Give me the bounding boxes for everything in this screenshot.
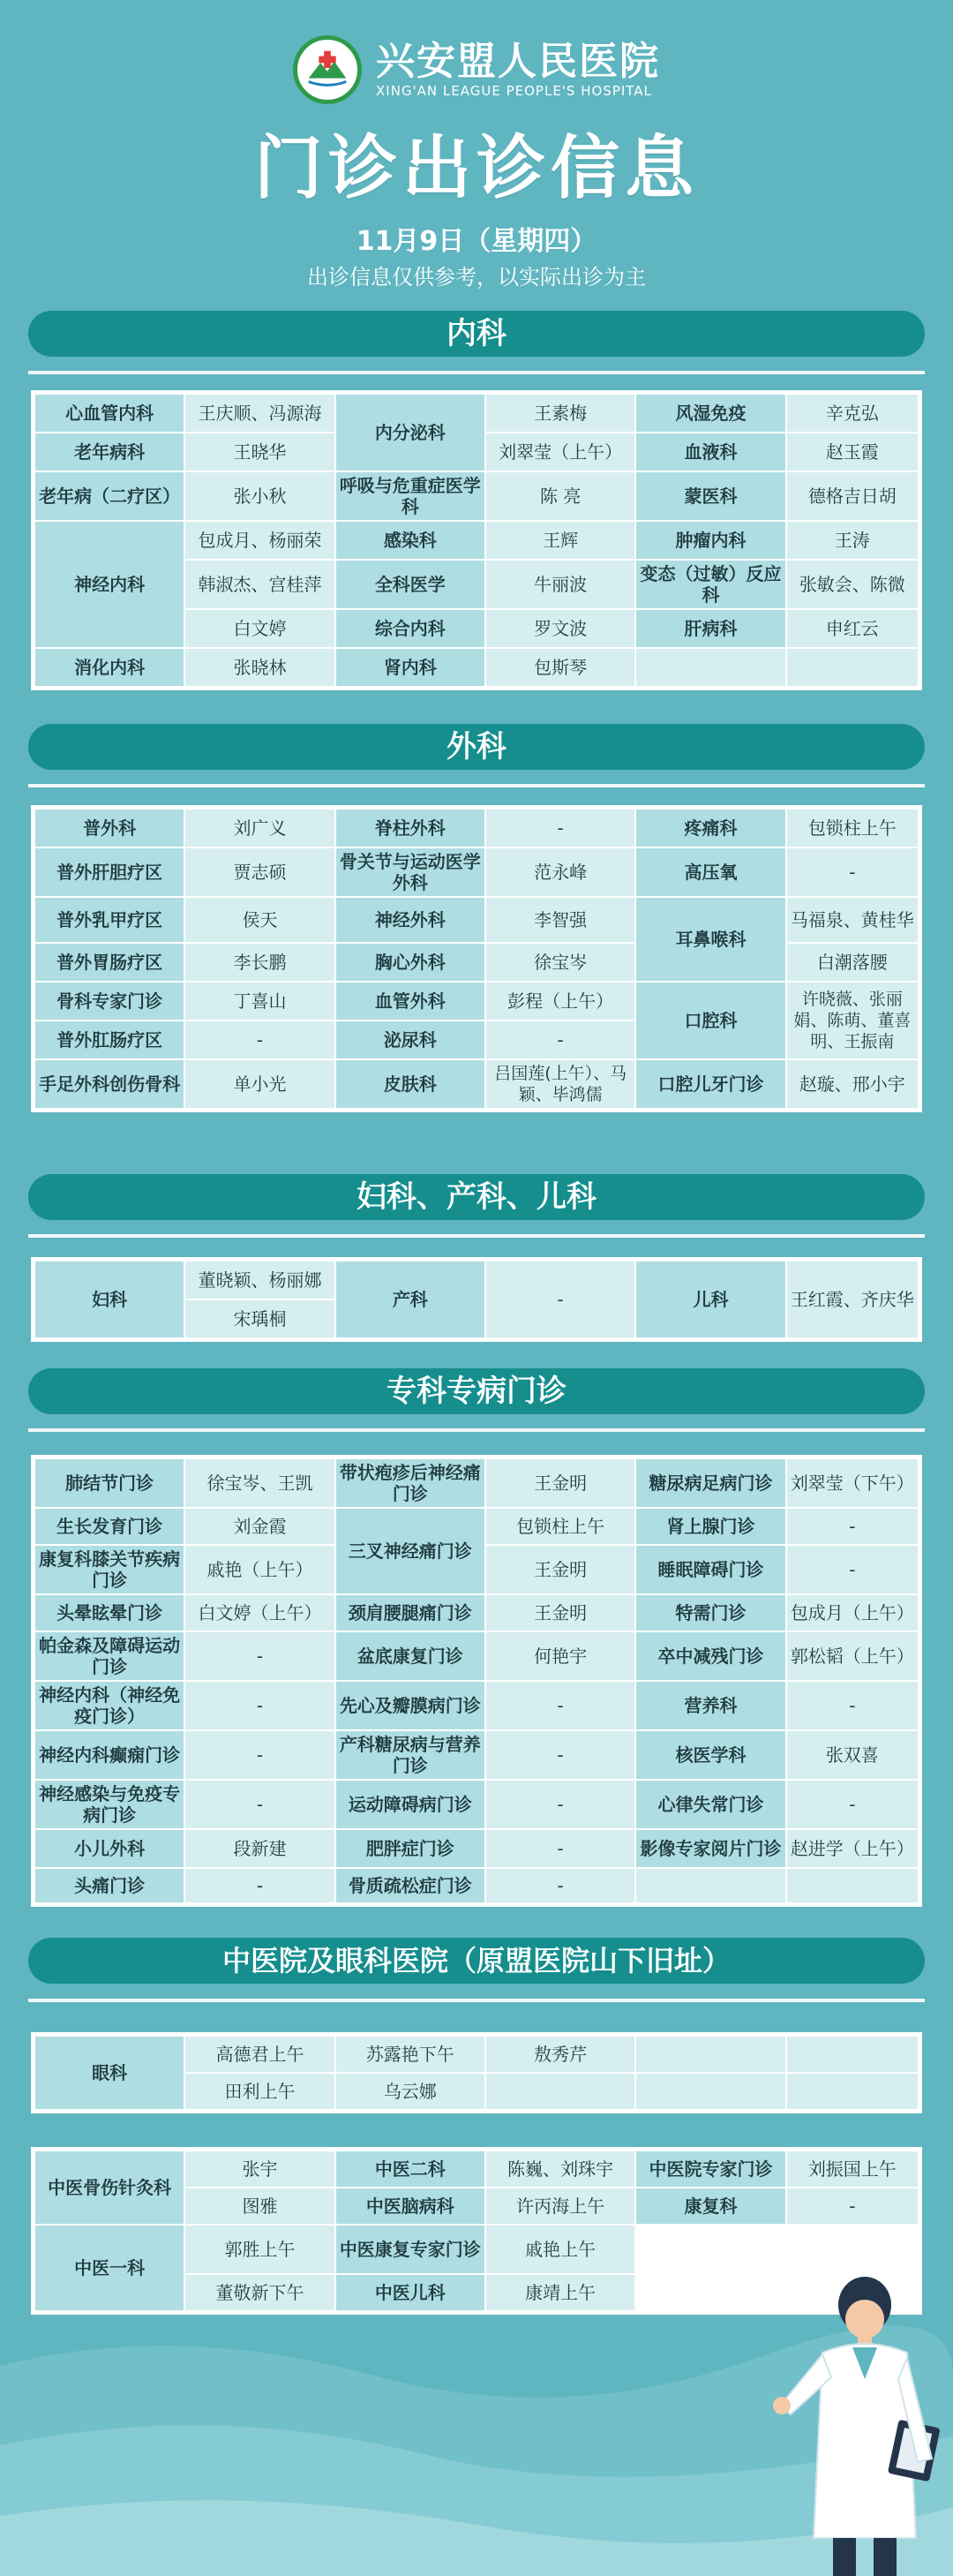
table-row: [34, 897, 919, 943]
department-cell: 糖尿病足病门诊: [635, 1458, 785, 1508]
department-cell: 妇科: [34, 1261, 184, 1338]
doctor-cell: 王红霞、齐庆华: [786, 1261, 919, 1338]
table-row: [34, 982, 919, 1021]
doctor-cell: 王辉: [485, 521, 635, 560]
table-eye: [31, 2032, 922, 2113]
doctor-cell: -: [786, 1508, 919, 1545]
department-cell: 内分泌科: [335, 394, 485, 471]
doctor-cell: 包锁柱上午: [786, 809, 919, 847]
department-cell: 疼痛科: [635, 809, 785, 847]
department-cell: 小儿外科: [34, 1829, 184, 1868]
department-cell: 中医一科: [34, 2225, 184, 2311]
doctor-cell: 白文婷: [184, 609, 334, 648]
department-cell: 产科糖尿病与营养门诊: [335, 1730, 485, 1780]
department-cell: 神经内科癫痫门诊: [34, 1730, 184, 1780]
page-title: 门诊出诊信息: [253, 129, 699, 208]
department-cell: 胸心外科: [335, 943, 485, 982]
doctor-cell: 赵进学（上午）: [786, 1829, 919, 1868]
department-cell: 三叉神经痛门诊: [335, 1508, 485, 1594]
doctor-cell: -: [184, 1780, 334, 1829]
divider: [28, 1428, 925, 1432]
doctor-cell: 王素梅: [485, 394, 635, 433]
department-cell: 皮肤科: [335, 1059, 485, 1109]
hospital-name: 兴安盟人民医院: [376, 39, 660, 84]
department-cell: 手足外科创伤骨科: [34, 1059, 184, 1109]
doctor-cell: [786, 2036, 919, 2073]
department-cell: 心律失常门诊: [635, 1780, 785, 1829]
doctor-cell: 郭松韬（上午）: [786, 1631, 919, 1681]
department-cell: 普外科: [34, 809, 184, 847]
department-cell: 卒中减残门诊: [635, 1631, 785, 1681]
table-row: [34, 2036, 919, 2073]
doctor-cell: -: [184, 1681, 334, 1730]
doctor-cell: 苏露艳下午: [335, 2036, 485, 2073]
doctor-cell: 陈巍、刘珠宇: [485, 2150, 635, 2188]
doctor-cell: -: [184, 1021, 334, 1059]
doctor-cell: 牛丽波: [485, 560, 635, 609]
doctor-cell: 吕国莲(上午）、马颖、毕鸿儒: [485, 1059, 635, 1109]
doctor-cell: 陈 亮: [485, 471, 635, 521]
department-cell: 帕金森及障碍运动门诊: [34, 1631, 184, 1681]
department-cell: 神经外科: [335, 897, 485, 943]
doctor-cell: 乌云娜: [335, 2073, 485, 2110]
doctor-cell: -: [485, 1681, 635, 1730]
doctor-cell: 赵玉霞: [786, 433, 919, 471]
department-cell: 儿科: [635, 1261, 785, 1338]
doctor-cell: -: [485, 1261, 635, 1338]
doctor-cell: [635, 648, 785, 687]
table-row: [34, 1681, 919, 1730]
department-cell: 中医康复专家门诊: [335, 2225, 485, 2274]
table-row: [34, 394, 919, 433]
doctor-cell: 包成月、杨丽荣: [184, 521, 334, 560]
department-cell: 中医院专家门诊: [635, 2150, 785, 2188]
department-cell: 消化内科: [34, 648, 184, 687]
department-cell: 普外肛肠疗区: [34, 1021, 184, 1059]
doctor-cell: [786, 648, 919, 687]
table-row: [34, 648, 919, 687]
department-cell: 中医脑病科: [335, 2188, 485, 2225]
doctor-cell: 许晓薇、张丽娟、陈萌、董喜明、王振南: [786, 982, 919, 1059]
divider: [28, 371, 925, 374]
department-cell: 耳鼻喉科: [635, 897, 785, 982]
doctor-cell: 王金明: [485, 1545, 635, 1594]
doctor-cell: 郭胜上午: [184, 2225, 334, 2274]
header-logo: [0, 35, 953, 104]
section-tcm: 中医院及眼科医院（原盟医院山下旧址）: [28, 1938, 925, 1984]
department-cell: 康复科: [635, 2188, 785, 2225]
doctor-cell: 李长鹏: [184, 943, 334, 982]
department-cell: 肺结节门诊: [34, 1458, 184, 1508]
department-cell: 先心及瓣膜病门诊: [335, 1681, 485, 1730]
table-row: [34, 1868, 919, 1903]
doctor-cell: 韩淑杰、宫桂萍: [184, 560, 334, 609]
divider: [28, 1234, 925, 1238]
table-row: [34, 943, 919, 982]
date: 11月9日（星期四）: [356, 226, 597, 257]
doctor-cell: 侯天: [184, 897, 334, 943]
department-cell: 影像专家阅片门诊: [635, 1829, 785, 1868]
table-specialty: [31, 1455, 922, 1907]
table-row: [34, 1261, 919, 1299]
department-cell: 脊柱外科: [335, 809, 485, 847]
section-internal: 内科: [28, 311, 925, 357]
department-cell: 呼吸与危重症医学科: [335, 471, 485, 521]
department-cell: 肿瘤内科: [635, 521, 785, 560]
doctor-cell: 王晓华: [184, 433, 334, 471]
table-row: [34, 2150, 919, 2188]
section-surgery: 外科: [28, 724, 925, 770]
department-cell: 泌尿科: [335, 1021, 485, 1059]
table-row: [34, 847, 919, 897]
doctor-cell: 申红云: [786, 609, 919, 648]
department-cell: 骨关节与运动医学外科: [335, 847, 485, 897]
department-cell: 肝病科: [635, 609, 785, 648]
department-cell: 血液科: [635, 433, 785, 471]
doctor-cell: 包锁柱上午: [485, 1508, 635, 1545]
doctor-cell: 段新建: [184, 1829, 334, 1868]
department-cell: 神经内科（神经免疫门诊）: [34, 1681, 184, 1730]
doctor-cell: 张双喜: [786, 1730, 919, 1780]
table-surgery: [31, 805, 922, 1112]
department-cell: 盆底康复门诊: [335, 1631, 485, 1681]
table-row: [34, 1730, 919, 1780]
doctor-cell: 白文婷（上午）: [184, 1594, 334, 1631]
department-cell: 头晕眩晕门诊: [34, 1594, 184, 1631]
department-cell: 眼科: [34, 2036, 184, 2110]
department-cell: 肥胖症门诊: [335, 1829, 485, 1868]
doctor-cell: -: [786, 1545, 919, 1594]
table-internal: [31, 390, 922, 690]
table-row: [34, 1458, 919, 1508]
doctor-cell: 敖秀芹: [485, 2036, 635, 2073]
table-row: [34, 1829, 919, 1868]
department-cell: 骨科专家门诊: [34, 982, 184, 1021]
doctor-cell: 德格吉日胡: [786, 471, 919, 521]
department-cell: 带状疱疹后神经痛门诊: [335, 1458, 485, 1508]
table-row: [34, 471, 919, 521]
divider: [28, 784, 925, 787]
hospital-name-en: XING'AN LEAGUE PEOPLE'S HOSPITAL: [376, 83, 652, 99]
table-row: [34, 1631, 919, 1681]
department-cell: 心血管内科: [34, 394, 184, 433]
department-cell: 口腔科: [635, 982, 785, 1059]
doctor-cell: 许丙海上午: [485, 2188, 635, 2225]
doctor-cell: [485, 2073, 635, 2110]
doctor-cell: -: [184, 1730, 334, 1780]
doctor-cell: -: [485, 1868, 635, 1903]
doctor-cell: 王金明: [485, 1594, 635, 1631]
doctor-cell: 高德君上午: [184, 2036, 334, 2073]
department-cell: 老年病科: [34, 433, 184, 471]
department-cell: 普外胃肠疗区: [34, 943, 184, 982]
doctor-cell: 彭程（上午）: [485, 982, 635, 1021]
table-row: [34, 1780, 919, 1829]
doctor-cell: 戚艳（上午）: [184, 1545, 334, 1594]
doctor-cell: 马福泉、黄桂华: [786, 897, 919, 943]
table-row: [34, 521, 919, 560]
department-cell: 普外乳甲疗区: [34, 897, 184, 943]
department-cell: 老年病（二疗区）: [34, 471, 184, 521]
table-row: [34, 1594, 919, 1631]
department-cell: 口腔儿牙门诊: [635, 1059, 785, 1109]
doctor-cell: 张小秋: [184, 471, 334, 521]
department-cell: 血管外科: [335, 982, 485, 1021]
doctor-cell: 张敏会、陈微: [786, 560, 919, 609]
table-row: [34, 1059, 919, 1109]
doctor-illustration-icon: [761, 2273, 946, 2576]
doctor-cell: -: [485, 1730, 635, 1780]
doctor-cell: 田利上午: [184, 2073, 334, 2110]
doctor-cell: 刘翠莹（上午）: [485, 433, 635, 471]
department-cell: 头痛门诊: [34, 1868, 184, 1903]
doctor-cell: -: [485, 1780, 635, 1829]
doctor-cell: 刘金霞: [184, 1508, 334, 1545]
department-cell: 普外肝胆疗区: [34, 847, 184, 897]
department-cell: 运动障碍病门诊: [335, 1780, 485, 1829]
department-cell: 风湿免疫: [635, 394, 785, 433]
doctor-cell: 刘翠莹（下午）: [786, 1458, 919, 1508]
doctor-cell: -: [485, 809, 635, 847]
doctor-cell: -: [184, 1631, 334, 1681]
table-row: [34, 1508, 919, 1545]
department-cell: 综合内科: [335, 609, 485, 648]
department-cell: 骨质疏松症门诊: [335, 1868, 485, 1903]
doctor-cell: 张晓林: [184, 648, 334, 687]
doctor-cell: 董敬新下午: [184, 2274, 334, 2311]
doctor-cell: 范永峰: [485, 847, 635, 897]
section-specialty: 专科专病门诊: [28, 1368, 925, 1414]
department-cell: 中医儿科: [335, 2274, 485, 2311]
department-cell: 感染科: [335, 521, 485, 560]
doctor-cell: 李智强: [485, 897, 635, 943]
doctor-cell: [635, 1868, 785, 1903]
doctor-cell: 宋瑀桐: [184, 1299, 334, 1338]
doctor-cell: 戚艳上午: [485, 2225, 635, 2274]
doctor-cell: 辛克弘: [786, 394, 919, 433]
doctor-cell: 王庆顺、冯源海: [184, 394, 334, 433]
department-cell: 高压氧: [635, 847, 785, 897]
doctor-cell: 张宇: [184, 2150, 334, 2188]
doctor-cell: -: [786, 2188, 919, 2225]
hospital-logo-icon: [293, 35, 362, 104]
doctor-cell: 单小光: [184, 1059, 334, 1109]
doctor-cell: 刘广义: [184, 809, 334, 847]
department-cell: 颈肩腰腿痛门诊: [335, 1594, 485, 1631]
department-cell: 康复科膝关节疾病门诊: [34, 1545, 184, 1594]
section-women-children: 妇科、产科、儿科: [28, 1174, 925, 1220]
doctor-cell: -: [786, 1681, 919, 1730]
doctor-cell: 包斯琴: [485, 648, 635, 687]
doctor-cell: -: [786, 1780, 919, 1829]
doctor-cell: -: [485, 1829, 635, 1868]
doctor-cell: [786, 2073, 919, 2110]
notice: 出诊信息仅供参考，以实际出诊为主: [307, 265, 646, 290]
doctor-cell: 图雅: [184, 2188, 334, 2225]
doctor-cell: [786, 1868, 919, 1903]
department-cell: 蒙医科: [635, 471, 785, 521]
doctor-cell: 刘振国上午: [786, 2150, 919, 2188]
doctor-cell: 康靖上午: [485, 2274, 635, 2311]
doctor-cell: 董晓颖、杨丽娜: [184, 1261, 334, 1299]
department-cell: 生长发育门诊: [34, 1508, 184, 1545]
department-cell: 中医二科: [335, 2150, 485, 2188]
department-cell: 睡眠障碍门诊: [635, 1545, 785, 1594]
department-cell: 特需门诊: [635, 1594, 785, 1631]
table-row: [34, 809, 919, 847]
doctor-cell: 赵璇、邢小宇: [786, 1059, 919, 1109]
divider: [28, 1999, 925, 2002]
doctor-cell: -: [485, 1021, 635, 1059]
department-cell: 全科医学: [335, 560, 485, 609]
doctor-cell: 白潮落腰: [786, 943, 919, 982]
department-cell: 变态（过敏）反应科: [635, 560, 785, 609]
doctor-cell: [635, 2073, 785, 2110]
doctor-cell: 丁喜山: [184, 982, 334, 1021]
department-cell: 核医学科: [635, 1730, 785, 1780]
department-cell: 产科: [335, 1261, 485, 1338]
department-cell: 肾内科: [335, 648, 485, 687]
doctor-cell: [635, 2036, 785, 2073]
doctor-cell: 王金明: [485, 1458, 635, 1508]
department-cell: 营养科: [635, 1681, 785, 1730]
table-women-children: [31, 1257, 922, 1342]
doctor-cell: 徐宝岑、王凯: [184, 1458, 334, 1508]
doctor-cell: 贾志硕: [184, 847, 334, 897]
doctor-cell: 徐宝岑: [485, 943, 635, 982]
department-cell: 神经感染与免疫专病门诊: [34, 1780, 184, 1829]
doctor-cell: 罗文波: [485, 609, 635, 648]
department-cell: 中医骨伤针灸科: [34, 2150, 184, 2225]
department-cell: 肾上腺门诊: [635, 1508, 785, 1545]
doctor-cell: -: [184, 1868, 334, 1903]
doctor-cell: 包成月（上午）: [786, 1594, 919, 1631]
doctor-cell: 何艳宇: [485, 1631, 635, 1681]
department-cell: 神经内科: [34, 521, 184, 648]
doctor-cell: -: [786, 847, 919, 897]
doctor-cell: 王涛: [786, 521, 919, 560]
